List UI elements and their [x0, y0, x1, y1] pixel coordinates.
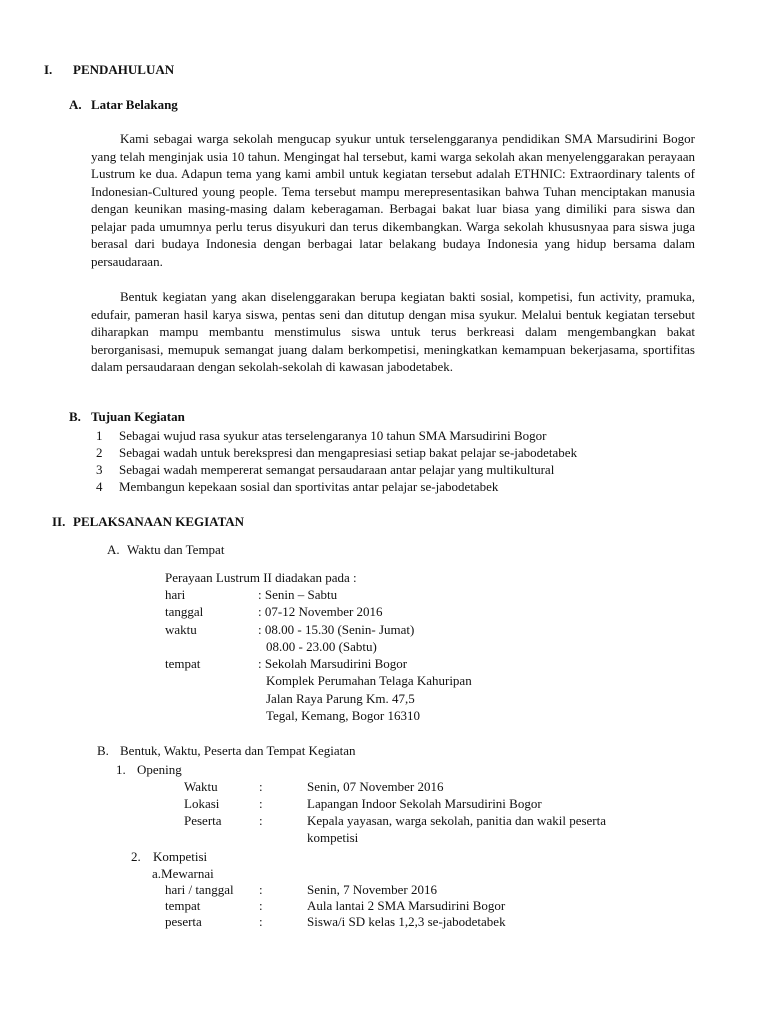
competition-colon: : [259, 914, 263, 929]
opening-colon: : [259, 813, 263, 828]
schedule-intro: Perayaan Lustrum II diadakan pada : [165, 570, 357, 585]
goal-text: Sebagai wadah mempererat semangat persaudaraan antar pelajar yang multikultural [119, 462, 555, 477]
schedule-value: : Sekolah Marsudirini Bogor [258, 656, 408, 671]
competition-sub-title: a.Mewarnai [152, 866, 214, 881]
schedule-value: 08.00 - 23.00 (Sabtu) [266, 639, 377, 654]
competition-label: peserta [165, 914, 202, 929]
schedule-label: tanggal [165, 604, 204, 619]
schedule-value: Tegal, Kemang, Bogor 16310 [266, 708, 420, 723]
opening-label: Waktu [184, 779, 218, 794]
opening-label: Peserta [184, 813, 222, 828]
goal-number: 1 [96, 428, 103, 443]
goal-text: Sebagai wadah untuk berekspresi dan mengapresiasi setiap bakat pelajar se-jabodetabek [119, 445, 578, 460]
schedule-label: waktu [165, 622, 197, 637]
opening-colon: : [259, 796, 263, 811]
subsection-b-title: Bentuk, Waktu, Peserta dan Tempat Kegiatan [120, 743, 356, 758]
opening-label: Lokasi [184, 796, 220, 811]
goal-number: 4 [96, 479, 103, 494]
subsection-a-title: Latar Belakang [91, 97, 178, 112]
subsection-b-title: Tujuan Kegiatan [91, 409, 185, 424]
competition-colon: : [259, 898, 263, 913]
opening-value: Kepala yayasan, warga sekolah, panitia dan wakil peserta [307, 813, 606, 828]
opening-value-continued: kompetisi [307, 830, 359, 845]
opening-value: Lapangan Indoor Sekolah Marsudirini Bogor [307, 796, 542, 811]
competition-value: Aula lantai 2 SMA Marsudirini Bogor [307, 898, 506, 913]
schedule-value: Jalan Raya Parung Km. 47,5 [266, 691, 415, 706]
subsection-a-title: Waktu dan Tempat [127, 542, 225, 557]
schedule-value: Komplek Perumahan Telaga Kahuripan [266, 673, 472, 688]
subsection-b-letter: B. [97, 743, 109, 758]
background-paragraph-1: Kami sebagai warga sekolah mengucap syukur untuk terselenggaranya pendidikan SMA Marsudirini Bogor yang telah menginjak usia 10 tahun. Mengingat hal tersebut, kami warga sekolah akan menyelenggarakan perayaan Lustrum ke dua. Adapun tema yang kami ambil untuk kegiatan tersebut adalah ETHNIC: Extraordinary talents of Indonesian-Cultured young people. Tema tersebut mampu merepresentasikan bahwa Tuhan menciptakan manusia dengan keunikan masing-masing dalam keberagaman. Berbagai bakat luar biasa yang dimiliki para siswa dan pelajar pada umumnya perlu terus disyukuri dan terus dikembangkan. Warga sekolah khususnyaa para siswa juga berasal dari budaya Indonesia dengan berbagai latar belakang budaya Indonesia yang hidup bersama dalam persaudaraan. [91, 131, 695, 269]
goal-text: Sebagai wujud rasa syukur atas terselengaranya 10 tahun SMA Marsudirini Bogor [119, 428, 547, 443]
schedule-label: hari [165, 587, 186, 602]
schedule-value: : 07-12 November 2016 [258, 604, 383, 619]
section-2-title: PELAKSANAAN KEGIATAN [73, 514, 245, 529]
competition-number: 2. [131, 849, 141, 864]
background-paragraph-2: Bentuk kegiatan yang akan diselenggarakan berupa kegiatan bakti sosial, kompetisi, fun activity, pramuka, edufair, pameran hasil karya siswa, pentas seni dan ditutup dengan misa syukur. Melalui bentuk kegiatan tersebut diharapkan mampu membantu menstimulus siswa untuk terus berkreasi dalam mengembangkan bakat berorganisasi, memupuk semangat juang dalam berkompetisi, meningkatkan kemampuan bekerjasama, sportifitas dalam persaudaraan dengan sekolah-sekolah di kawasan jabodetabek. [91, 289, 695, 374]
subsection-a-letter: A. [107, 542, 120, 557]
competition-label: hari / tanggal [165, 882, 234, 897]
section-1-number: I. [44, 62, 53, 77]
opening-value: Senin, 07 November 2016 [307, 779, 444, 794]
competition-title: Kompetisi [153, 849, 208, 864]
goal-number: 2 [96, 445, 103, 460]
schedule-label: tempat [165, 656, 201, 671]
section-2-number: II. [52, 514, 66, 529]
opening-number: 1. [116, 762, 126, 777]
opening-title: Opening [137, 762, 182, 777]
competition-value: Senin, 7 November 2016 [307, 882, 437, 897]
subsection-b-letter: B. [69, 409, 81, 424]
opening-colon: : [259, 779, 263, 794]
subsection-a-letter: A. [69, 97, 82, 112]
goal-text: Membangun kepekaan sosial dan sportivitas antar pelajar se-jabodetabek [119, 479, 499, 494]
competition-colon: : [259, 882, 263, 897]
schedule-value: : 08.00 - 15.30 (Senin- Jumat) [258, 622, 415, 637]
goal-number: 3 [96, 462, 103, 477]
schedule-value: : Senin – Sabtu [258, 587, 338, 602]
competition-label: tempat [165, 898, 201, 913]
competition-value: Siswa/i SD kelas 1,2,3 se-jabodetabek [307, 914, 506, 929]
section-1-title: PENDAHULUAN [73, 62, 175, 77]
